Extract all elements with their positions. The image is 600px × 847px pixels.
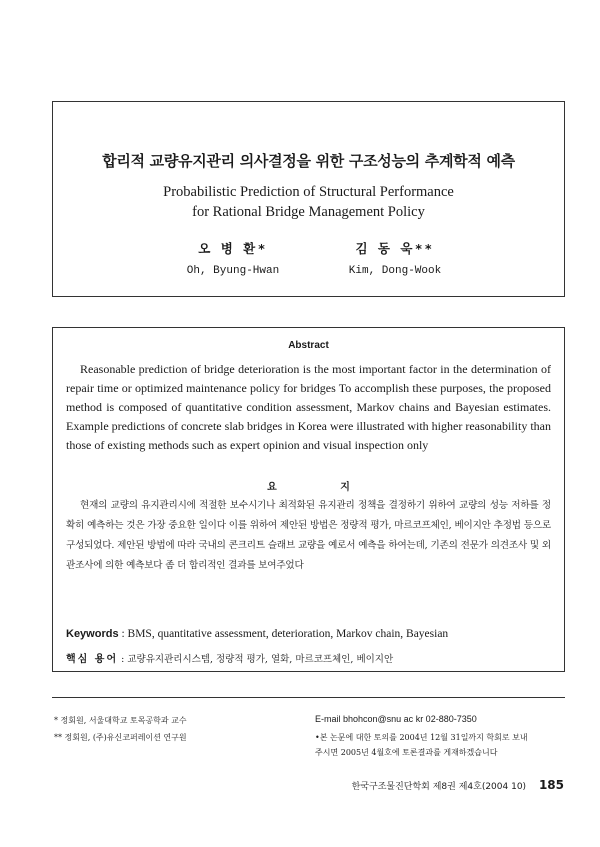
paper-title-korean: 합리적 교량유지관리 의사결정을 위한 구조성능의 추계학적 예측	[102, 152, 515, 170]
keywords-korean-label: 핵심 용어	[66, 654, 119, 665]
author-affiliations	[54, 712, 294, 746]
korean-abstract-heading: 요 지	[267, 482, 380, 493]
keywords-korean-text: : 교량유지관리시스템, 정량적 평가, 열화, 마르코프체인, 베이지안	[121, 654, 394, 665]
keywords-text: : BMS, quantitative assessment, deterioration, Markov chain, Bayesian	[121, 628, 449, 640]
author-2	[315, 239, 475, 277]
discussion-note-line2: 주시면 2005년 4월호에 토론결과를 게재하겠습니다	[315, 748, 498, 757]
abstract-text: Reasonable prediction of bridge deterioration is the most important factor in the determination of repair time or optimized maintenance policy for bridges To accomplish these purposes, the proposed method is composed of quantitative condition assessment, Markov chains and Bayesian estimates. Example predictions of concrete slab bridges in Korea were illustrated with higher reasonability than those of existing methods such as expert opinion and visual inspection only	[66, 362, 551, 452]
contact-note	[315, 712, 565, 760]
keywords-english	[66, 628, 554, 640]
footnote-divider	[52, 697, 565, 698]
author-1-korean-name: 오 병 환*	[198, 241, 268, 256]
korean-abstract-text: 현재의 교량의 유지관리시에 적절한 보수시기나 최적화된 유지관리 정책을 결정하기 위하여 교량의 성능 저하를 정확히 예측하는 것은 가장 중요한 일이다 이를 위하여 제안된 방법은 정량적 평가, 마르코프체인, 베이지안 추정법 등으로 구성되었다. 제안된 방법에 따라 국내의 콘크리트 슬래브 교량을 예로서 예측을 하여는데, 기존의 전문가 의견조사 및 외관조사에 의한 예측보다 좀 더 합리적인 결과를 보여주었다	[66, 500, 551, 571]
journal-citation: 한국구조물진단학회 제8권 제4호(2004 10)	[351, 782, 527, 792]
author-2-english-name: Kim, Dong-Wook	[348, 265, 442, 277]
page-footer	[352, 778, 564, 792]
author-2-korean-name: 김 동 욱**	[355, 241, 435, 256]
discussion-note-line1: •본 논문에 대한 토의를 2004년 12월 31일까지 학회로 보내	[315, 733, 528, 742]
title-box	[52, 101, 565, 297]
paper-title-english-line2: for Rational Bridge Management Policy	[192, 204, 425, 220]
keywords-label: Keywords	[66, 628, 119, 640]
paper-title-english-line1: Probabilistic Prediction of Structural Performance	[163, 184, 454, 200]
affiliation-1: * 정회원, 서울대학교 토목공학과 교수	[54, 716, 187, 725]
affiliation-2: ** 정회원, (주)유신코퍼레이션 연구원	[54, 733, 187, 742]
keywords-korean	[66, 650, 554, 665]
abstract-heading: Abstract	[288, 340, 329, 351]
contact-email: E-mail bhohcon@snu ac kr 02-880-7350	[315, 714, 477, 724]
author-1-english-name: Oh, Byung-Hwan	[186, 265, 280, 277]
page-number: 185	[538, 778, 564, 792]
abstract-box	[52, 327, 565, 672]
author-1	[153, 239, 313, 277]
